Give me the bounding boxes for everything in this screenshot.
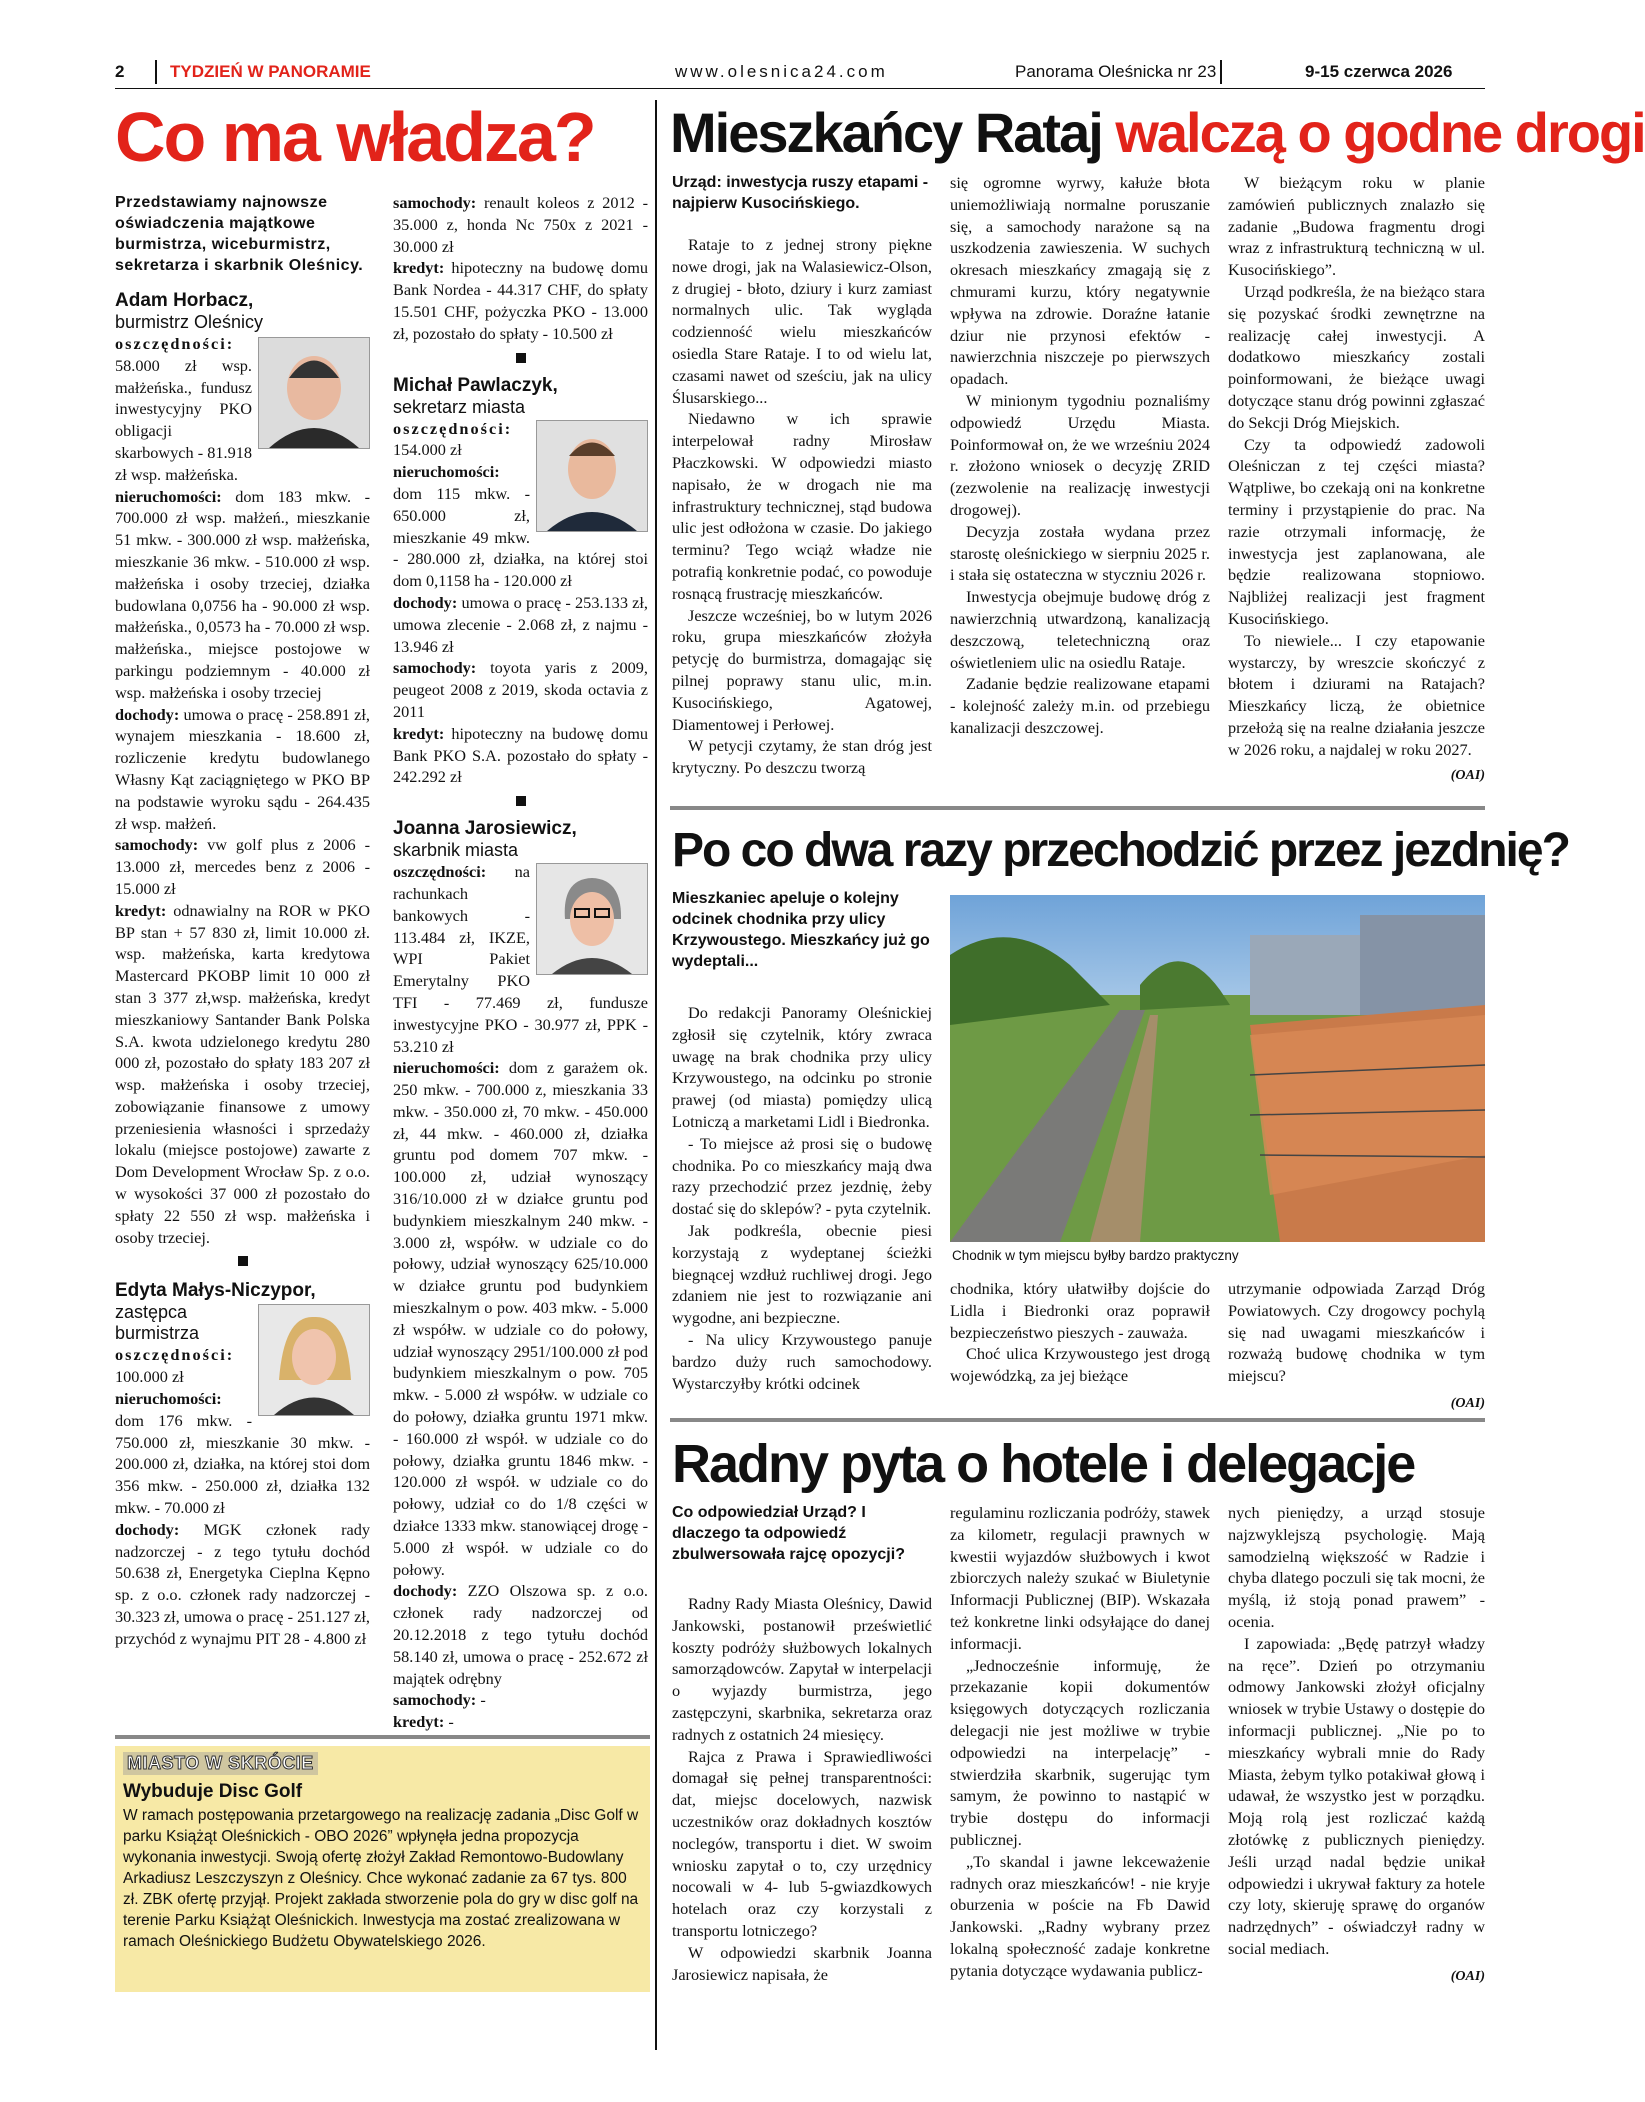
portrait-michal-pawlaczyk [536, 420, 648, 532]
paragraph: To niewiele... I czy etapowanie wystarczy, by wreszcie skończyć z błotem i dziurami na Ratajach? Mieszkańcy liczą, że obietnice przełożą się na realne działania jeszcze w 2026 roku, a najdalej w roku 2027. [1228, 630, 1485, 759]
label-income: dochody: [393, 592, 458, 612]
paragraph: „To skandal i jawne lekceważenie radnych oraz mieszkańców! - nie kryje oburzenia w poście na Fb Dawid Jankowski. „Radny wybrany przez lokalną społeczność zadaje konkretne pytania dotyczące wydawania publicz- [950, 1851, 1210, 1980]
credit-value: hipoteczny na budowę domu Bank Nordea - 44.317 CHF, do spłaty 15.501 CHF, pożyczka PKO - 13.000 zł, pozostało do spłaty - 10.500 zł [393, 258, 648, 343]
separator-square [516, 353, 526, 363]
paragraph: Rataje to z jednej strony piękne nowe drogi, jak na Walasiewicz-Olson, z drugiej - błoto, dziury i kurz zamiast normalnych ulic. Tak wygląda codzienność wielu mieszkańców osiedla Stare Rataje. I to od wielu lat, czasami nawet od sześciu, jak na ulicy Ślusarskiego... [672, 235, 932, 407]
paragraph: Do redakcji Panoramy Oleśnickiej zgłosił się czytelnik, który zwraca uwagę na brak chodnika przy ulicy Krzywoustego, na odcinku po stronie prawej (od miasta) pomiędzy ulicą Lotniczą a marketami Lidl i Biedronka. [672, 1003, 932, 1131]
separator-square [516, 796, 526, 806]
label-income: dochody: [393, 1581, 458, 1601]
box-top-rule [115, 1735, 650, 1739]
income-value: umowa o pracę - 253.133 zł, umowa zlecenie - 2.068 zł, z najmu - 13.946 zł [393, 592, 648, 656]
signature: (OAI) [1450, 1395, 1485, 1411]
person-name: Edyta Małys-Niczypor, [115, 1280, 316, 1302]
paragraph: I zapowiada: „Będę patrzył władzy na ręce”. Dzień po otrzymaniu odmowy Jankowski złożył oficjalny wniosek w trybie Ustawy o dostępie do informacji publicznej. „Nie po to mieszkańcy wybrali mnie do Rady Miasta, żebym tylko potakiwał głową i udawał, że wszystko jest w porządku. Moją rolą jest rozliczać każdą złotówkę z publicznych pieniędzy. Jeśli urząd nadal będzie unikał odpowiedzi i ukrywał faktury za hotele czy loty, skieruję sprawę do organów nadrzędnych” - oświadczył radny w social mediach. [1228, 1633, 1485, 1958]
portrait-adam-horbacz [258, 337, 370, 449]
box-title: Wybuduje Disc Golf [123, 1781, 303, 1802]
article-1-col-2 [950, 172, 1210, 739]
declarations-lead: Przedstawiamy najnowsze oświadczenia majątkowe burmistrza, wiceburmistrz, sekretarza i skarbnik Oleśnicy. [115, 194, 364, 274]
article-divider [670, 806, 1485, 810]
person-name: Michał Pawlaczyk, [393, 374, 558, 396]
photo-caption: Chodnik w tym miejscu byłby bardzo praktyczny [952, 1248, 1239, 1263]
income-value: umowa o pracę - 258.891 zł, wynajem mieszkania - 18.600 zł, rozliczenie kredytu budowlanego Własny Kąt zaciągniętego w PKO BP na podstawie wyroku sądu - 264.435 zł wsp. małżeń. [115, 704, 370, 833]
paragraph: W petycji czytamy, że stan dróg jest krytyczny. Po deszczu tworzą [672, 736, 932, 778]
paragraph: utrzymanie odpowiada Zarząd Dróg Powiatowych. Czy drogowcy pochylą się nad uwagami mieszkańców i rozważą budowę chodnika w tym miejscu? [1228, 1279, 1485, 1386]
paragraph: nych pieniędzy, a urząd stosuje najzwyklejszą psychologię. Mają samodzielną większość w Radzie i chyba dlatego poczuli się tak mocni, że myślą, iż stoją ponad prawem” - ocenia. [1228, 1503, 1485, 1631]
label-savings: oszczędności: [393, 862, 487, 882]
article-divider [670, 1418, 1485, 1422]
label-cars: samochody: [393, 193, 477, 212]
section-name: TYDZIEŃ W PANORAMIE [170, 62, 371, 81]
header-divider [1220, 60, 1222, 84]
article-3-col-3 [1228, 1502, 1485, 1988]
property-value: dom 183 mkw. - 700.000 zł wsp. małżeń., mieszkanie 51 mkw. - 300.000 zł wsp. małżeńska, mieszkanie 36 mkw. - 510.000 zł wsp. małżeńska i osoby trzeciej, działka budowlana 0,0756 ha - 90.000 zł wsp. małżeńska., 0,0573 ha - 70.000 zł wsp. małżeńska., miejsce postojowe w parkingu podziemnym - 40.000 zł wsp. małżeńska i osoby trzeciej [115, 486, 370, 702]
savings-value: 58.000 zł wsp. małżeńska., fundusz inwestycyjny PKO obligacji skarbowych - 81.918 zł wsp. małżeńska. [115, 355, 253, 484]
person-role: zastępca burmistrza [115, 1302, 200, 1344]
credit-value: odnawialny na ROR w PKO BP stan + 57 830 zł, limit 10.000 zł. wsp. małżeńska, karta kredytowa Mastercard PKOBP limit 10 000 zł stan 3 377 zł,wsp. małżeńska, kredyt mieszkaniowy Santander Bank Polska S.A. kwota udzielonego kredytu 280 000 zł, pozostało do spłaty 183 207 zł wsp. małżeńska i osoby trzeciej, zobowiązanie finansowe z umowy przeniesienia własności i sprzedaży lokalu (miejsce postojowe) zawarte z Dom Development Wrocław Sp. z o.o. w wysokości 37 000 zł pozostało do spłaty 22 550 zł wsp. małżeńska i osoby trzeciej. [115, 900, 370, 1247]
label-property: nieruchomości: [393, 462, 500, 482]
label-savings: oszczędności: [115, 1345, 235, 1365]
income-value: ZZO Olszowa sp. z o.o. członek rady nadzorczej od 20.12.2018 z tego tytułu dochód 58.140 zł, umowa o pracę - 252.672 zł majątek odrębny [393, 1581, 648, 1688]
label-property: nieruchomości: [393, 1058, 500, 1078]
page-header [115, 60, 1485, 84]
header-divider [155, 60, 157, 84]
article-2-col-2 [950, 1278, 1210, 1387]
cars-value: toyota yaris z 2009, peugeot 2008 z 2019, skoda octavia z 2011 [393, 658, 648, 721]
label-property: nieruchomości: [115, 486, 222, 506]
article-3-col-1 [672, 1502, 932, 1985]
article-3-lead: Co odpowiedział Urząd? I dlaczego ta odpowiedź zbulwersowała rajcę opozycji? [672, 1504, 905, 1563]
portrait-edyta-malys-niczypor [258, 1304, 370, 1416]
website[interactable]: www.olesnica24.com [675, 62, 888, 81]
paragraph: Czy ta odpowiedź zadowoli Oleśniczan z tej części miasta? Wątpliwe, bo czekają oni na konkretne terminy i przystąpienie do prac. Na razie otrzymali informację, że inwestycja jest zaplanowana, ale będzie realizowana stopniowo. Najbliżej realizacji jest fragment Kusocińskiego. [1228, 434, 1485, 628]
paragraph: W minionym tygodniu poznaliśmy odpowiedź Urzędu Miasta. Poinformował on, że we wrześniu 2024 r. złożono wniosek o decyzję ZRID (zezwolenie na realizację inwestycji drogowej). [950, 390, 1210, 519]
person-role: sekretarz miasta [393, 396, 526, 417]
signature: (OAI) [1450, 1968, 1485, 1984]
paragraph: - To miejsce aż prosi się o budowę chodnika. Po co mieszkańcy mają dwa razy przechodzić przez jezdnię, żeby dostać się do sklepów? - pyta czytelnik. [672, 1133, 932, 1219]
article-1-col-1 [672, 172, 932, 779]
cars-value: - [480, 1690, 486, 1710]
label-cars: samochody: [115, 835, 199, 855]
label-savings: oszczędności: [393, 418, 513, 438]
box-tag: MIASTO W SKRÓCIE [123, 1752, 318, 1775]
label-credit: kredyt: [393, 723, 445, 743]
cars-value: renault koleos z 2012 - 35.000 z, honda Nc 750x z 2021 - 30.000 zł [393, 193, 649, 256]
paragraph: się ogromne wyrwy, kałuże błota uniemożliwiają normalne poruszanie się, a samochody narażone są na uszkodzenia zawieszenia. W suchych okresach mieszkańcy zmagają się z chmurami kurzu, który negatywnie wpływa na zdrowie. Doraźne łatanie dziur nie przynosi efektów - nawierzchnia niszczeje po pierwszych opadach. [950, 173, 1210, 389]
declarations-column-1 [115, 192, 370, 1650]
credit-value: hipoteczny na budowę domu Bank PKO S.A. pozostało do spłaty - 242.292 zł [393, 723, 648, 787]
sidewalk-photo [950, 895, 1485, 1242]
label-credit: kredyt: [393, 1712, 445, 1732]
savings-value: na rachunkach bankowych - 113.484 zł, IKZE, WPI Pakiet Emerytalny PKO TFI - 77.469 zł, fundusze inwestycyjne PKO - 30.977 zł, PPK - 53.210 zł [393, 862, 648, 1056]
person-name: Adam Horbacz, [115, 290, 254, 311]
property-value: dom z garażem ok. 250 mkw. - 700.000 z, mieszkania 33 mkw. - 350.000 zł, 70 mkw. - 450.000 zł, 44 mkw. - 460.000 zł, działka gruntu pod domem 707 mkw. - 100.000 zł, udział wynoszący 316/10.000 zł w działce gruntu pod budynkiem mieszkalnym 240 mkw. - 3.000 zł, współw. w udziale co do połowy, udział wynoszący 625/10.000 w działce gruntu pod budynkiem mieszkalnym o pow. 403 mkw. - 5.000 zł współw. w udziale co do połowy, udział wynoszący 2951/100.000 zł pod budynkiem mieszkalnym o pow. 705 mkw. - 5.000 zł współw. w udziale co do połowy, działka gruntu 1971 mkw. - 160.000 zł współ. w udziale co do połowy, działka gruntu 1846 mkw. - 120.000 zł współ. w udziale co do połowy, udział co do 1/8 części w działce 1333 mkw. stanowiącej drogę - 5.000 zł współ. w udziale co do połowy. [393, 1058, 648, 1579]
person-name: Joanna Jarosiewicz, [393, 818, 577, 840]
article-2-col-3 [1228, 1278, 1485, 1415]
paragraph: Inwestycja obejmuje budowę dróg z nawierzchnią utwardzoną, kanalizacją deszczową, teletechniczną oraz oświetleniem ulic na osiedlu Rataje. [950, 587, 1210, 672]
article-3-headline: Radny pyta o hotele i delegacje [672, 1434, 1415, 1494]
paragraph: Radny Rady Miasta Oleśnicy, Dawid Jankowski, postanowił prześwietlić koszty podróży służbowych lokalnych samorządowców. Zapytał w interpelacji o wyjazdy burmistrza, jego zastępczyni, skarbnika, sekretarza oraz radnych z ostatnich 24 miesięcy. [672, 1594, 932, 1744]
article-2-headline: Po co dwa razy przechodzić przez jezdnię? [672, 824, 1569, 877]
paragraph: chodnika, który ułatwiłby dojście do Lidla i Biedronki oraz poprawił bezpieczeństwo pieszych - zauważa. [950, 1279, 1210, 1342]
portrait-joanna-jarosiewicz [536, 863, 648, 975]
paragraph: Choć ulica Krzywoustego jest drogą wojewódzką, za jej bieżące [950, 1344, 1210, 1386]
cars-value: vw golf plus z 2006 - 13.000 zł, mercedes benz z 2006 - 15.000 zł [115, 835, 371, 898]
label-cars: samochody: [393, 658, 477, 678]
separator-square [238, 1256, 248, 1266]
label-property: nieruchomości: [115, 1389, 222, 1409]
paragraph: Niedawno w ich sprawie interpelował radny Mirosław Płaczkowski. W odpowiedzi miasto napisało, że w drogach nie ma infrastruktury technicznej, stąd budowa ulic jest odłożona w czasie. Do jakiego terminu? Tego wciąż władze nie potrafią konkretnie podać, co powoduje rosnącą frustrację mieszkańców. [672, 409, 932, 603]
paragraph: Rajca z Prawa i Sprawiedliwości domagał się pełnej transparentności: dat, miejsc docelowych, nazwisk uczestników oraz dokładnych kosztów noclegów, transportu i diet. W swoim wniosku zapytał o to, czy urzędnicy nocowali w 4- lub 5-gwiazdkowych hotelach oraz czy korzystali z transportu lotniczego? [672, 1746, 932, 1940]
headline-part-red: walczą o godne drogi [1115, 101, 1645, 164]
box-text: W ramach postępowania przetargowego na realizację zadania „Disc Golf w parku Książąt Oleśnickich - OBO 2026” wpłynęła jedna propozycja wykonania inwestycji. Swoją ofertę złożył Zakład Remontowo-Budowlany Arkadiusz Leszczyszyn z Oleśnicy. Chce wykonać zadanie za 67 tys. 800 zł. ZBK ofertę przyjął. Projekt zakłada stworzenie pola do gry w disc golf na terenie Parku Książąt Oleśnickich. Inwestycja ma zostać zrealizowana w ramach Oleśnickiego Budżetu Obywatelskiego 2026. [123, 1807, 639, 1950]
label-savings: oszczędności: [115, 334, 235, 353]
header-rule [115, 88, 1485, 89]
article-3-col-2 [950, 1502, 1210, 1982]
paragraph: regulaminu rozliczania podróży, stawek za kilometr, regulacji prawnych w kwestii wyjazdów służbowych i kwot zbiorczych należy szukać w Biuletynie Informacji Publicznej (BIP). Wskazała też konkretne linki odsyłające do danej informacji. [950, 1503, 1210, 1653]
article-1-headline [670, 97, 1645, 169]
paragraph: Zadanie będzie realizowane etapami - kolejność zależy m.in. od przebiegu kanalizacji deszczowej. [950, 674, 1210, 737]
savings-value: 154.000 zł [393, 440, 462, 460]
headline-part-black: Mieszkańcy Rataj [670, 101, 1102, 164]
article-2-lead: Mieszkaniec apeluje o kolejny odcinek chodnika przy ulicy Krzywoustego. Mieszkańcy już go wydeptali... [672, 890, 930, 970]
property-value: dom 176 mkw. - 750.000 zł, mieszkanie 30 mkw. - 200.000 zł, działka, na której stoi dom 356 mkw. - 250.000 zł, działka 132 mkw. - 70.000 zł [115, 1410, 370, 1518]
article-1-col-3 [1228, 172, 1485, 786]
article-2-col-1 [672, 888, 932, 1394]
column-separator [655, 100, 657, 2050]
property-value: dom 115 mkw. - 650.000 zł, mieszkanie 49 mkw. - 280.000 zł, działka, na której stoi dom 0,1158 ha - 120.000 zł [393, 483, 648, 591]
issue-number: Panorama Oleśnicka nr 23 [1015, 62, 1217, 81]
paragraph: W odpowiedzi skarbnik Joanna Jarosiewicz napisała, że [672, 1942, 932, 1984]
savings-value: 100.000 zł [115, 1367, 184, 1387]
label-income: dochody: [115, 704, 180, 724]
person-role: burmistrz Oleśnicy [115, 312, 264, 332]
article-1-lead: Urząd: inwestycja ruszy etapami - najpierw Kusocińskiego. [672, 174, 929, 212]
label-credit: kredyt: [115, 900, 167, 920]
label-credit: kredyt: [393, 258, 445, 278]
paragraph: - Na ulicy Krzywoustego panuje bardzo duży ruch samochodowy. Wystarczyłby krótki odcinek [672, 1329, 932, 1393]
paragraph: Decyzja została wydana przez starostę oleśnickiego w sierpniu 2025 r. i stała się ostateczna w styczniu 2026 r. [950, 521, 1210, 585]
page-number: 2 [115, 62, 125, 81]
declarations-column-2 [393, 192, 648, 1733]
income-value: MGK członek rady nadzorczej - z tego tytułu dochód 50.638 zł, Energetyka Cieplna Kępno sp. z o.o. członek rady nadzorczej - 30.323 zł, umowa o pracę - 251.127 zł, przychód z wynajmu PIT 28 - 4.800 zł [115, 1519, 370, 1648]
paragraph: Urząd podkreśla, że na bieżąco stara się pozyskać środki zewnętrzne na realizację całej inwestycji. A dodatkowo mieszkańcy zostali poinformowani, że bieżące uwagi dotyczące stanu dróg powinni zgłaszać do Sekcji Dróg Miejskich. [1228, 281, 1485, 432]
left-headline: Co ma władza? [115, 98, 595, 176]
paragraph: Jeszcze wcześniej, bo w lutym 2026 roku, grupa mieszkańców złożyła petycję do burmistrza, domagając się pilnej poprawy stanu ulic, m.in. Kusocińskiego, Agatowej, Diamentowej i Perłowej. [672, 605, 932, 734]
credit-value: - [448, 1712, 454, 1732]
person-role: skarbnik miasta [393, 840, 519, 861]
paragraph: W bieżącym roku w planie zamówień publicznych znalazło się zadanie „Budowa fragmentu drogi wraz z infrastrukturą techniczną w ul. Kusocińskiego”. [1228, 173, 1485, 280]
label-cars: samochody: [393, 1690, 477, 1710]
signature: (OAI) [1450, 767, 1485, 783]
paragraph: Jak podkreśla, obecnie piesi korzystają z wydeptanej ścieżki biegnącej wzdłuż ruchliwej drogi. Jego zdaniem nie jest to rozwiązanie ani wygodne, ani bezpieczne. [672, 1220, 932, 1328]
label-income: dochody: [115, 1519, 180, 1539]
paragraph: „Jednocześnie informuję, że przekazanie kopii dokumentów księgowych dotyczących rozliczania delegacji nie jest możliwe w trybie odpowiedzi na interpelację” - stwierdziła skarbnik, sugerując tym samym, że powinno to nastąpić w trybie dostępu do informacji publicznej. [950, 1655, 1210, 1849]
issue-date: 9-15 czerwca 2026 [1305, 62, 1453, 81]
city-news-box [115, 1746, 650, 1992]
